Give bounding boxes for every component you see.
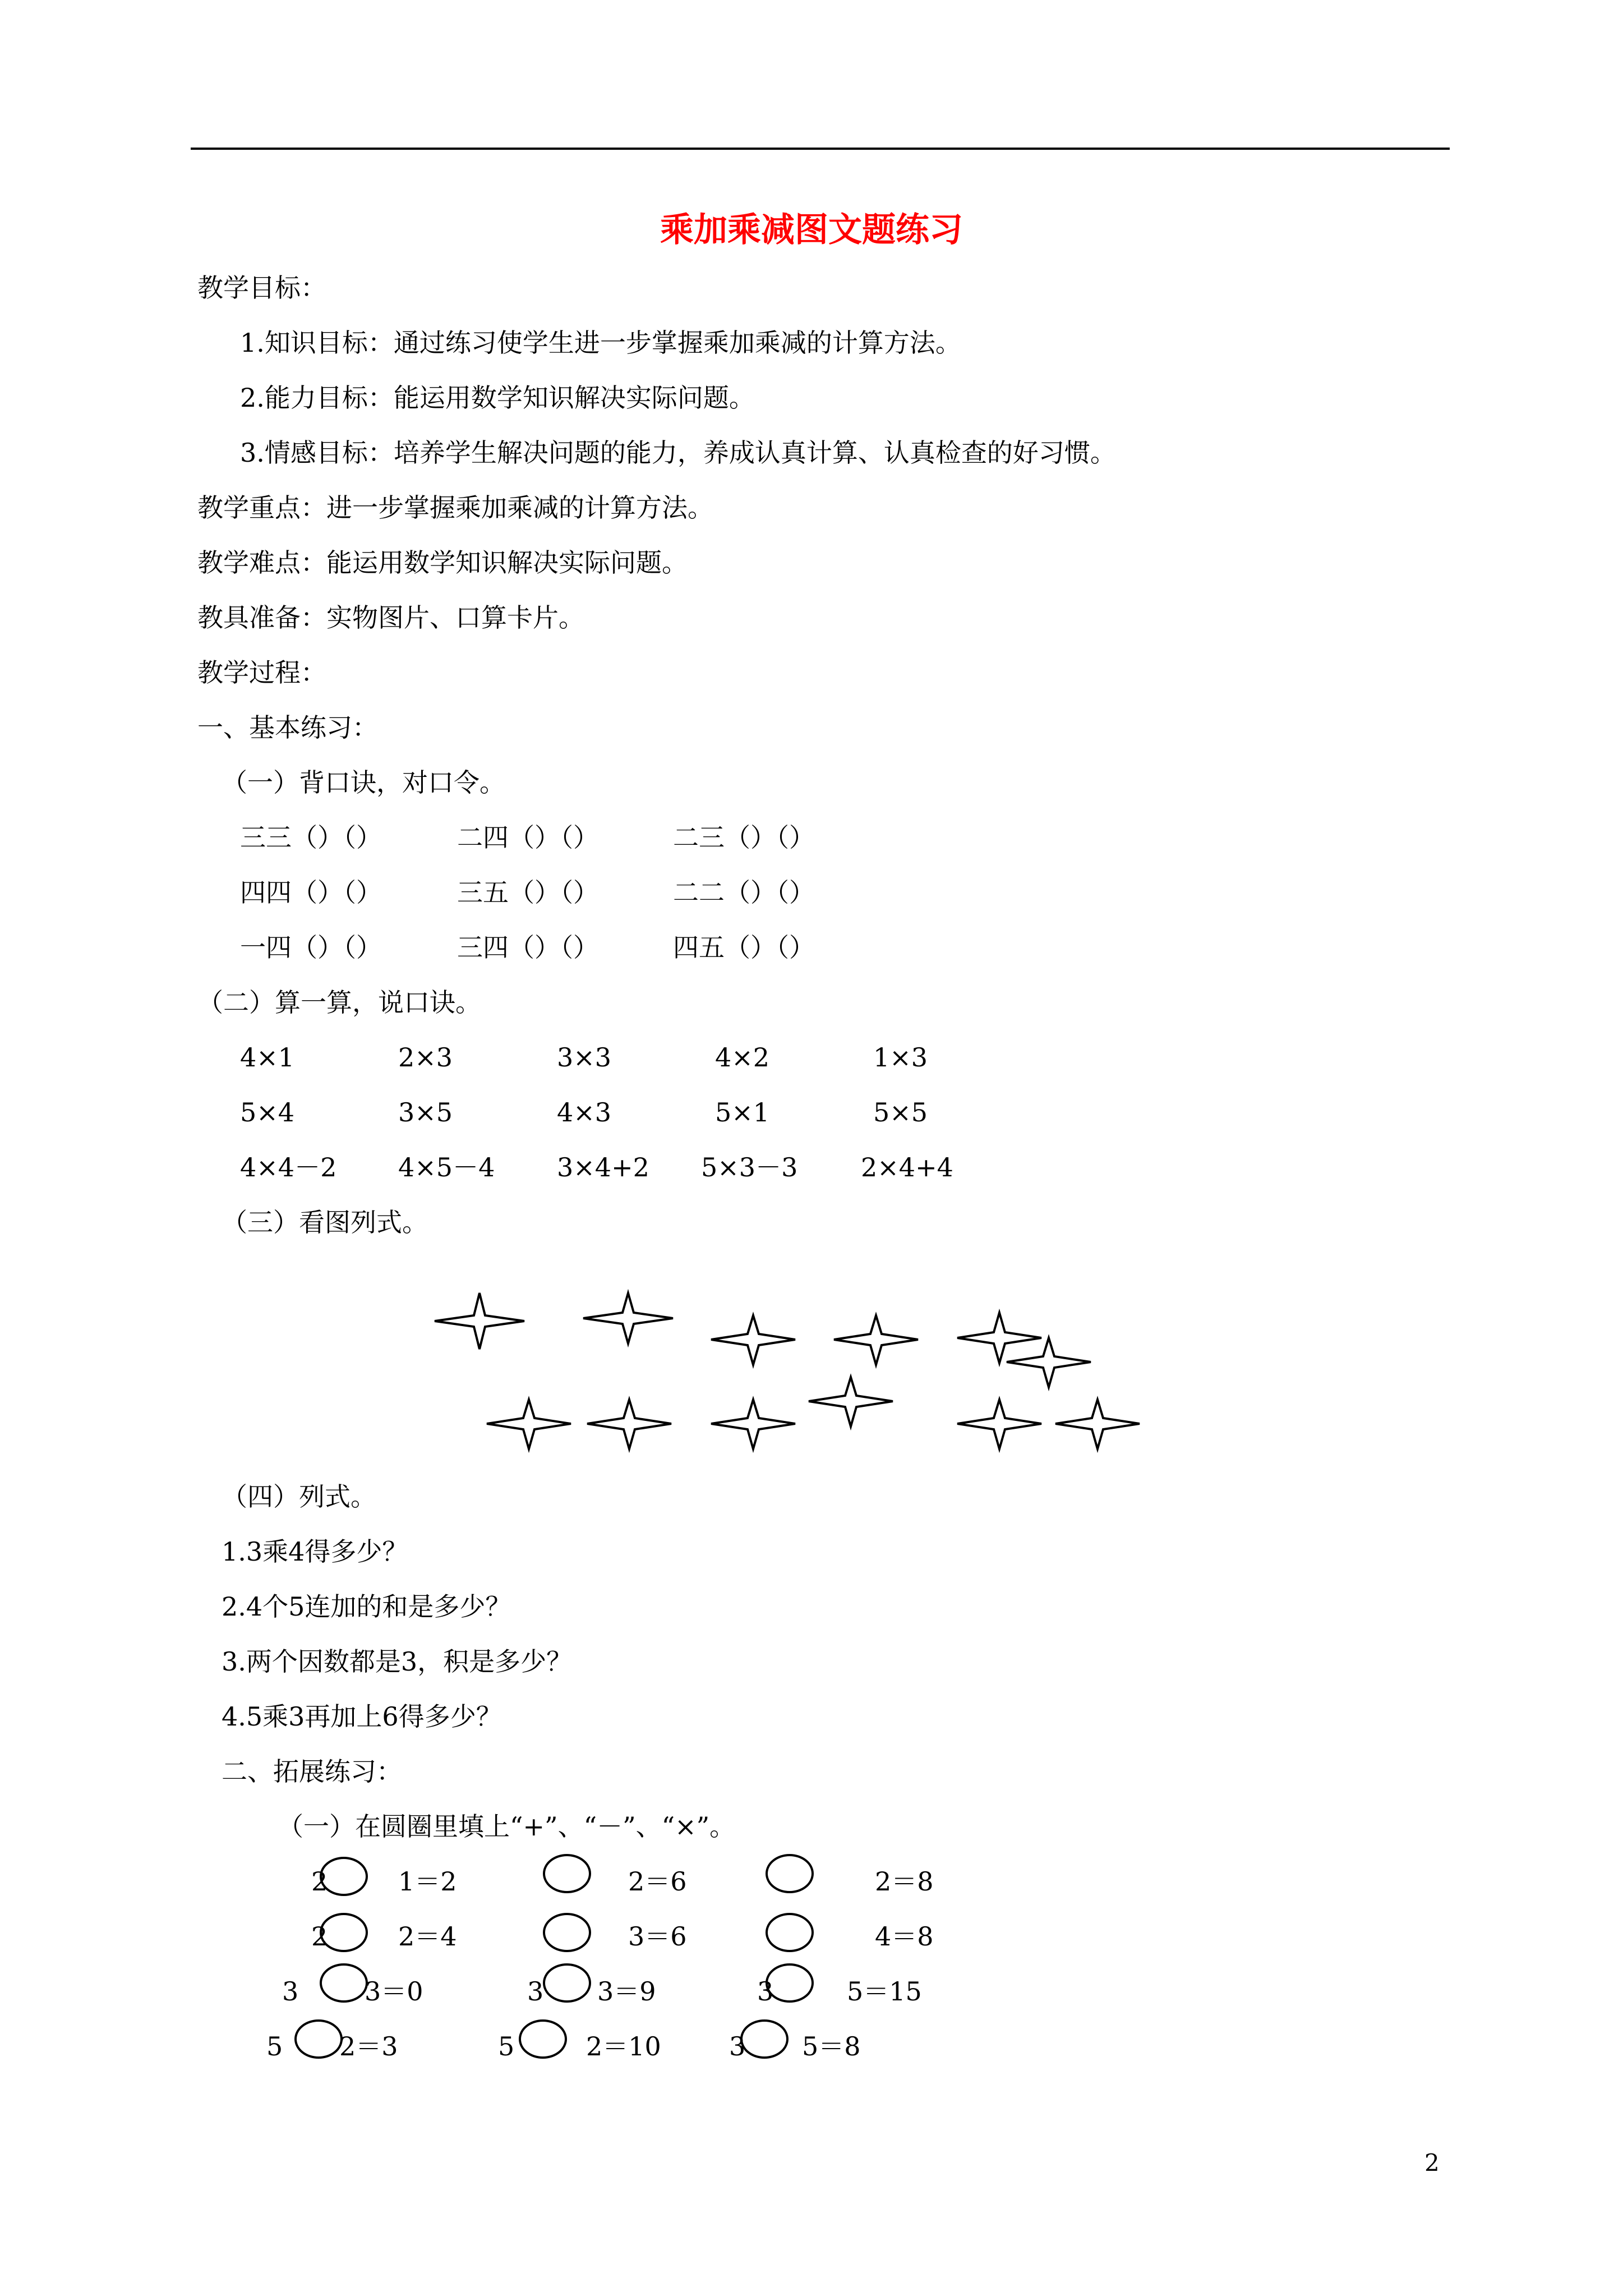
operand: 2 — [311, 1866, 328, 1897]
operand: 3 — [282, 1976, 299, 2007]
star-icon — [487, 1400, 571, 1449]
objective-1: 1.知识目标：通过练习使学生进一步掌握乘加乘减的计算方法。 — [240, 328, 961, 358]
operand: 2＝10 — [586, 2031, 661, 2062]
calc-cell: 3×3 — [557, 1042, 612, 1073]
operand: 2＝4 — [398, 1921, 457, 1952]
operand: 3＝9 — [597, 1976, 656, 2007]
star-icon — [435, 1293, 524, 1349]
chant-cell: 二四（）（） — [457, 822, 599, 853]
calc-cell: 5×1 — [715, 1097, 770, 1128]
operator-blank[interactable] — [320, 1963, 368, 2003]
key-point: 教学重点：进一步掌握乘加乘减的计算方法。 — [197, 493, 713, 523]
operand: 3 — [757, 1976, 774, 2007]
page-number: 2 — [1424, 2149, 1440, 2177]
part3-heading: （三）看图列式。 — [222, 1207, 428, 1237]
star-icon — [711, 1315, 795, 1365]
part2-heading: （二）算一算，说口诀。 — [197, 987, 481, 1018]
star-icon — [1055, 1400, 1140, 1449]
star-icon — [587, 1400, 671, 1449]
calc-cell: 2×4+4 — [861, 1152, 953, 1182]
operand: 3＝0 — [365, 1976, 423, 2007]
operand: 5 — [498, 2031, 515, 2062]
star-icon — [1007, 1338, 1091, 1387]
star-icon — [711, 1400, 795, 1449]
section1-heading: 一、基本练习： — [197, 712, 378, 743]
calc-cell: 5×4 — [240, 1097, 295, 1128]
operand: 3 — [729, 2031, 746, 2062]
star-icon — [809, 1377, 893, 1427]
operator-blank[interactable] — [766, 1854, 814, 1893]
operator-blank[interactable] — [320, 1913, 368, 1952]
operator-blank[interactable] — [543, 1913, 591, 1952]
question-1: 1.3乘4得多少？ — [222, 1536, 408, 1567]
calc-cell: 4×3 — [557, 1097, 612, 1128]
calc-cell: 4×4－2 — [240, 1152, 337, 1182]
operand: 5＝15 — [847, 1976, 922, 2007]
calc-cell: 4×1 — [240, 1042, 295, 1073]
page-title: 乘加乘减图文题练习 — [660, 210, 963, 250]
operand: 1＝2 — [398, 1866, 457, 1897]
calc-cell: 4×5－4 — [398, 1152, 495, 1182]
question-2: 2.4个5连加的和是多少？ — [222, 1591, 511, 1622]
operand: 2 — [311, 1921, 328, 1952]
calc-cell: 5×3－3 — [701, 1152, 798, 1182]
operand: 2＝6 — [628, 1866, 687, 1897]
operator-blank[interactable] — [543, 1854, 591, 1893]
chant-cell: 二三（）（） — [673, 822, 815, 853]
operand: 5＝8 — [802, 2031, 861, 2062]
question-3: 3.两个因数都是3，积是多少？ — [222, 1646, 573, 1677]
objective-3: 3.情感目标：培养学生解决问题的能力，养成认真计算、认真检查的好习惯。 — [240, 438, 1116, 468]
chant-cell: 四四（）（） — [240, 877, 382, 908]
operator-blank[interactable] — [320, 1857, 368, 1896]
operator-blank[interactable] — [766, 1963, 814, 2003]
calc-cell: 5×5 — [873, 1097, 928, 1128]
calc-cell: 3×4+2 — [557, 1152, 649, 1182]
objective-2: 2.能力目标：能运用数学知识解决实际问题。 — [240, 383, 755, 413]
chant-cell: 二二（）（） — [673, 877, 815, 908]
calc-cell: 2×3 — [398, 1042, 453, 1073]
section2-heading: 二、拓展练习： — [222, 1756, 402, 1787]
process-heading: 教学过程： — [197, 657, 326, 688]
operator-blank[interactable] — [766, 1913, 814, 1952]
operand: 4＝8 — [875, 1921, 934, 1952]
star-icon — [957, 1313, 1041, 1363]
part1-heading: （一）背口诀，对口令。 — [222, 767, 505, 798]
calc-cell: 3×5 — [398, 1097, 453, 1128]
chant-cell: 四五（）（） — [673, 932, 815, 963]
materials: 教具准备：实物图片、口算卡片。 — [197, 602, 584, 633]
operand: 5 — [266, 2031, 283, 2062]
star-icon — [834, 1315, 918, 1365]
star-icon — [957, 1400, 1041, 1449]
chant-cell: 三三（）（） — [240, 822, 382, 853]
operator-blank[interactable] — [519, 2019, 567, 2059]
question-4: 4.5乘3再加上6得多少？ — [222, 1701, 502, 1732]
calc-cell: 4×2 — [715, 1042, 770, 1073]
operand: 2＝8 — [875, 1866, 934, 1897]
calc-cell: 1×3 — [873, 1042, 928, 1073]
operator-blank[interactable] — [294, 2019, 343, 2059]
operand: 3 — [527, 1976, 544, 2007]
star-icon — [583, 1293, 673, 1343]
chant-cell: 一四（）（） — [240, 932, 382, 963]
operand: 2＝3 — [339, 2031, 398, 2062]
chant-cell: 三五（）（） — [457, 877, 599, 908]
objectives-heading: 教学目标： — [197, 273, 326, 303]
operator-blank[interactable] — [543, 1963, 591, 2003]
operand: 3＝6 — [628, 1921, 687, 1952]
chant-cell: 三四（）（） — [457, 932, 599, 963]
part4-heading: （四）列式。 — [222, 1481, 376, 1512]
fill-heading: （一）在圆圈里填上“+”、“－”、“×”。 — [278, 1811, 736, 1842]
difficulty: 教学难点：能运用数学知识解决实际问题。 — [197, 547, 688, 578]
operator-blank[interactable] — [740, 2019, 789, 2059]
